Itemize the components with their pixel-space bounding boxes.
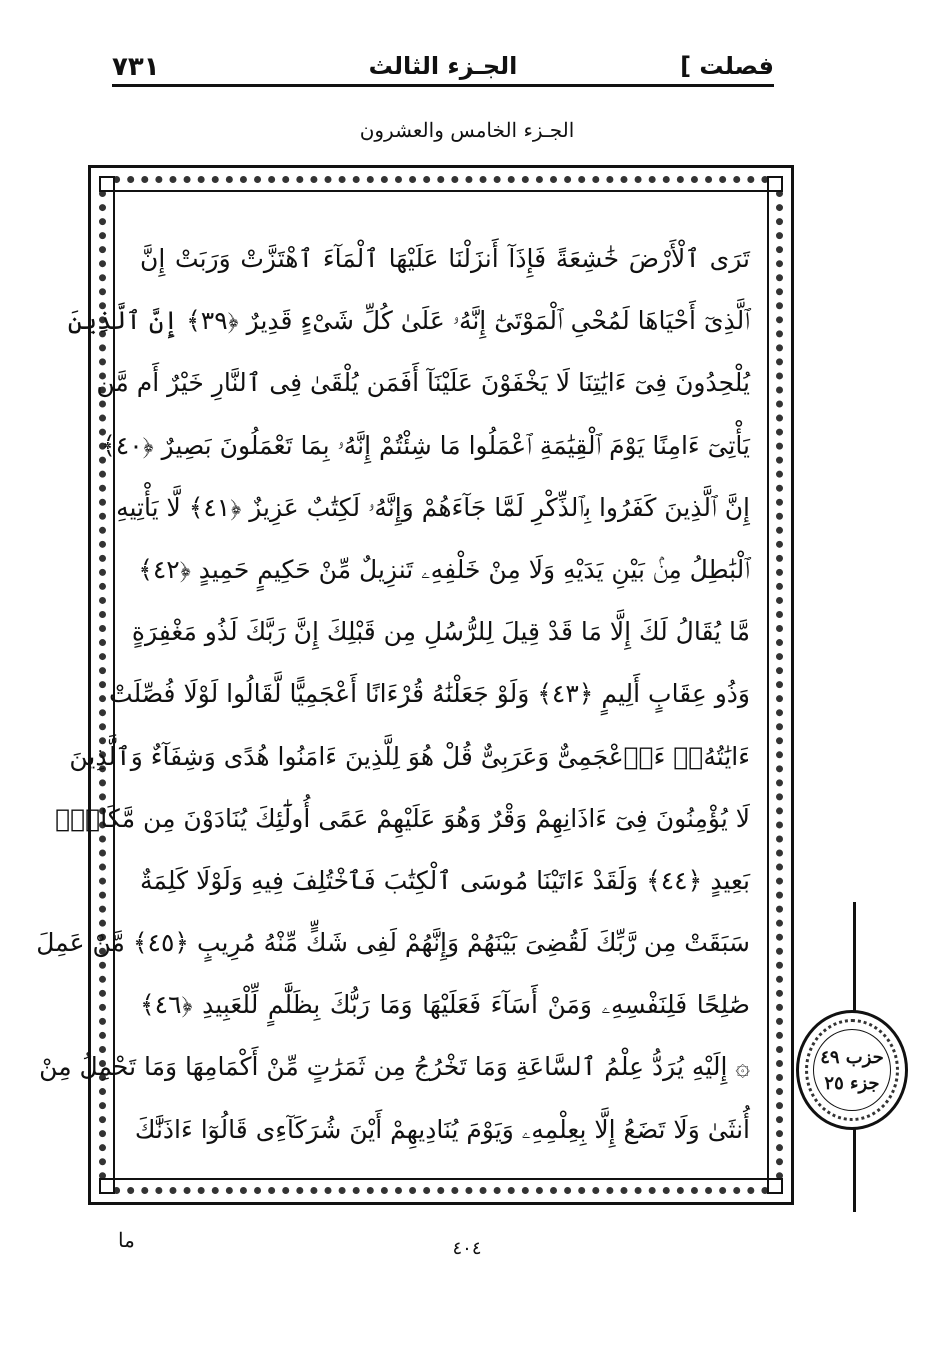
frame-corner-ornament	[767, 1178, 783, 1194]
frame-corner-ornament	[767, 176, 783, 192]
page-number: ٧٣١	[112, 52, 160, 82]
text-line: ءَايَٰتُهُۥٓ ءَا۬عْجَمِىٌّ وَعَرَبِىٌّ قُلْ هُوَ لِلَّذِينَ ءَامَنُوا هُدًى وَشِفَآءٌ وَٱلَّذِينَ	[69, 741, 750, 771]
quran-text	[36, 228, 751, 1161]
text-line: صَٰلِحًا فَلِنَفْسِهِۦ وَمَنْ أَسَآءَ فَعَلَيْهَا وَمَا رَبُّكَ بِظَلَّٰمٍ لِّلْعَبِيدِ ﴿٤٦﴾	[140, 990, 750, 1020]
sequence-number: ٤٠٤	[452, 1238, 482, 1259]
juz-subtitle: الجـزء الخامس والعشرون	[359, 118, 575, 142]
juz-label: الجـزء الثالث	[368, 52, 518, 80]
hizb-number: حزب ٤٩	[820, 1047, 884, 1068]
text-line: لَا يُؤْمِنُونَ فِىٓ ءَاذَانِهِمْ وَقْرٌ وَهُوَ عَلَيْهِمْ عَمًى أُولَٰٓئِكَ يُنَادَوْنَ مِن مَّكَانٍۭ	[55, 803, 750, 833]
juz-number: جزء ٢٥	[824, 1073, 880, 1094]
text-line: أُنثَىٰ وَلَا تَضَعُ إِلَّا بِعِلْمِهِۦ وَيَوْمَ يُنَادِيهِمْ أَيْنَ شُرَكَآءِى قَالُوٓا ءَاذَنَّٰكَ	[134, 1114, 750, 1144]
text-line: وَذُو عِقَابٍ أَلِيمٍ ﴿٤٣﴾ وَلَوْ جَعَلْنَٰهُ قُرْءَانًا أَعْجَمِيًّا لَّقَالُوا لَوْلَا فُصِّلَتْ	[109, 679, 750, 709]
text-line: ۞ إِلَيْهِ يُرَدُّ عِلْمُ ٱلسَّاعَةِ وَمَا تَخْرُجُ مِن ثَمَرَٰتٍ مِّنْ أَكْمَامِهَا وَمَا تَحْمِلُ مِنْ	[39, 1052, 750, 1082]
text-line: يُلْحِدُونَ فِىٓ ءَايَٰتِنَا لَا يَخْفَوْنَ عَلَيْنَآ أَفَمَن يُلْقَىٰ فِى ٱلنَّارِ خَيْرٌ أَم مَّن	[96, 368, 750, 398]
text-line: مَّا يُقَالُ لَكَ إِلَّا مَا قَدْ قِيلَ لِلرُّسُلِ مِن قَبْلِكَ إِنَّ رَبَّكَ لَذُو مَغْفِرَةٍ	[131, 617, 750, 647]
text-line: ٱلَّذِىٓ أَحْيَاهَا لَمُحْىِ ٱلْمَوْتَىٰٓ إِنَّهُۥ عَلَىٰ كُلِّ شَىْءٍ قَدِيرٌ ﴿٣٩﴾ إِنَّ ٱلَّذِينَ	[67, 306, 750, 336]
text-line: سَبَقَتْ مِن رَّبِّكَ لَقُضِىَ بَيْنَهُمْ وَإِنَّهُمْ لَفِى شَكٍّ مِّنْهُ مُرِيبٍ ﴿٤٥﴾ مَّنْ عَمِلَ	[36, 928, 750, 958]
frame-corner-ornament	[99, 176, 115, 192]
text-line: يَأْتِىٓ ءَامِنًا يَوْمَ ٱلْقِيَٰمَةِ ٱعْمَلُوا مَا شِئْتُمْ إِنَّهُۥ بِمَا تَعْمَلُونَ بَصِيرٌ ﴿٤٠﴾	[101, 430, 750, 460]
catchword: ما	[118, 1228, 135, 1252]
text-line: إِنَّ ٱلَّذِينَ كَفَرُوا بِٱلذِّكْرِ لَمَّا جَآءَهُمْ وَإِنَّهُۥ لَكِتَٰبٌ عَزِيزٌ ﴿٤١﴾ لَّا يَأْتِيهِ	[116, 492, 750, 522]
hizb-medallion	[796, 1010, 908, 1130]
surah-label: فصلت ]	[680, 52, 774, 80]
page-header	[112, 48, 774, 87]
text-line: بَعِيدٍ ﴿٤٤﴾ وَلَقَدْ ءَاتَيْنَا مُوسَى ٱلْكِتَٰبَ فَٱخْتُلِفَ فِيهِ وَلَوْلَا كَلِمَةٌ	[140, 865, 751, 895]
text-line: ٱلْبَٰطِلُ مِنۢ بَيْنِ يَدَيْهِ وَلَا مِنْ خَلْفِهِۦ تَنزِيلٌ مِّنْ حَكِيمٍ حَمِيدٍ ﴿٤٢﴾	[138, 554, 750, 584]
text-line: تَرَى ٱلْأَرْضَ خَٰشِعَةً فَإِذَآ أَنزَلْنَا عَلَيْهَا ٱلْمَآءَ ٱهْتَزَّتْ وَرَبَتْ إِنَّ	[140, 244, 750, 273]
frame-corner-ornament	[99, 1178, 115, 1194]
